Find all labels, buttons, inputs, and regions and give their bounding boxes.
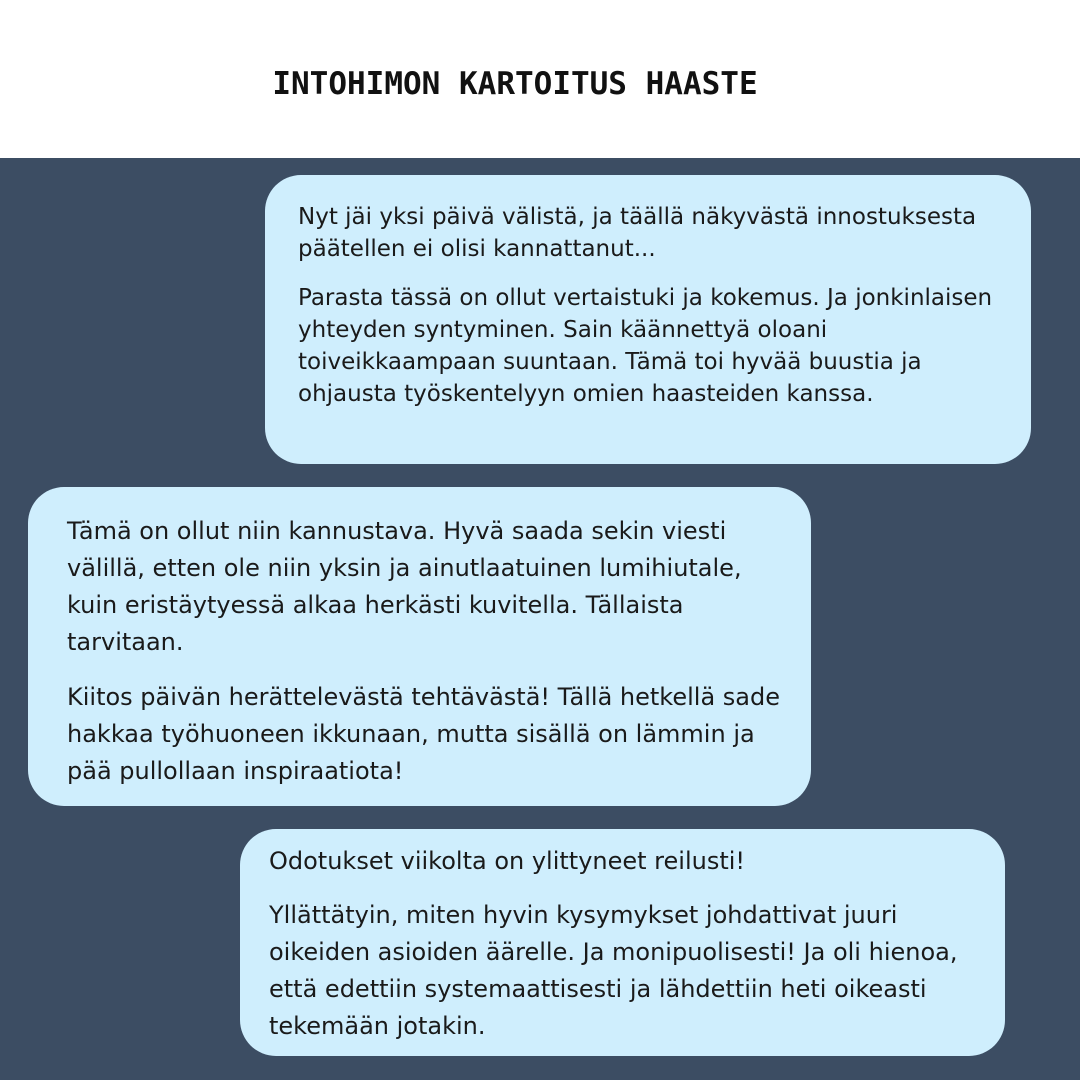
message-3-paragraph-1: Odotukset viikolta on ylittyneet reilusti! [269,847,746,875]
message-bubble-2 [28,487,811,806]
message-1-paragraph-2: Parasta tässä on ollut vertaistuki ja kokemus. Ja jonkinlaisen yhteyden syntyminen. Sain käännettyä oloani toiveikkaampaan suuntaan. Tämä toi hyvää buustia ja ohjausta työskentelyyn omien haasteiden kanssa. [298,285,993,407]
message-2-paragraph-2: Kiitos päivän herättelevästä tehtävästä! Tällä hetkellä sade hakkaa työhuoneen ikkunaan, mutta sisällä on lämmin ja pää pullollaan inspiraatiota! [67,683,780,785]
page-title: INTOHIMON KARTOITUS HAASTE [272,66,758,102]
message-2-paragraph-1: Tämä on ollut niin kannustava. Hyvä saada sekin viesti välillä, etten ole niin yksin ja ainutlaatuinen lumihiutale, kuin eristäytyessä alkaa herkästi kuvitella. Tällaista tarvitaan. [67,517,742,656]
message-bubble-3 [240,829,1005,1056]
message-1-paragraph-1: Nyt jäi yksi päivä välistä, ja täällä näkyvästä innostuksesta päätellen ei olisi kannattanut... [298,204,977,262]
header [0,0,1080,158]
message-3-paragraph-2: Yllättätyin, miten hyvin kysymykset johdattivat juuri oikeiden asioiden äärelle. Ja monipuolisesti! Ja oli hienoa, että edettiin systemaattisesti ja lähdettiin heti oikeasti tekemään jotakin. [269,901,958,1040]
message-bubble-1 [265,175,1031,464]
